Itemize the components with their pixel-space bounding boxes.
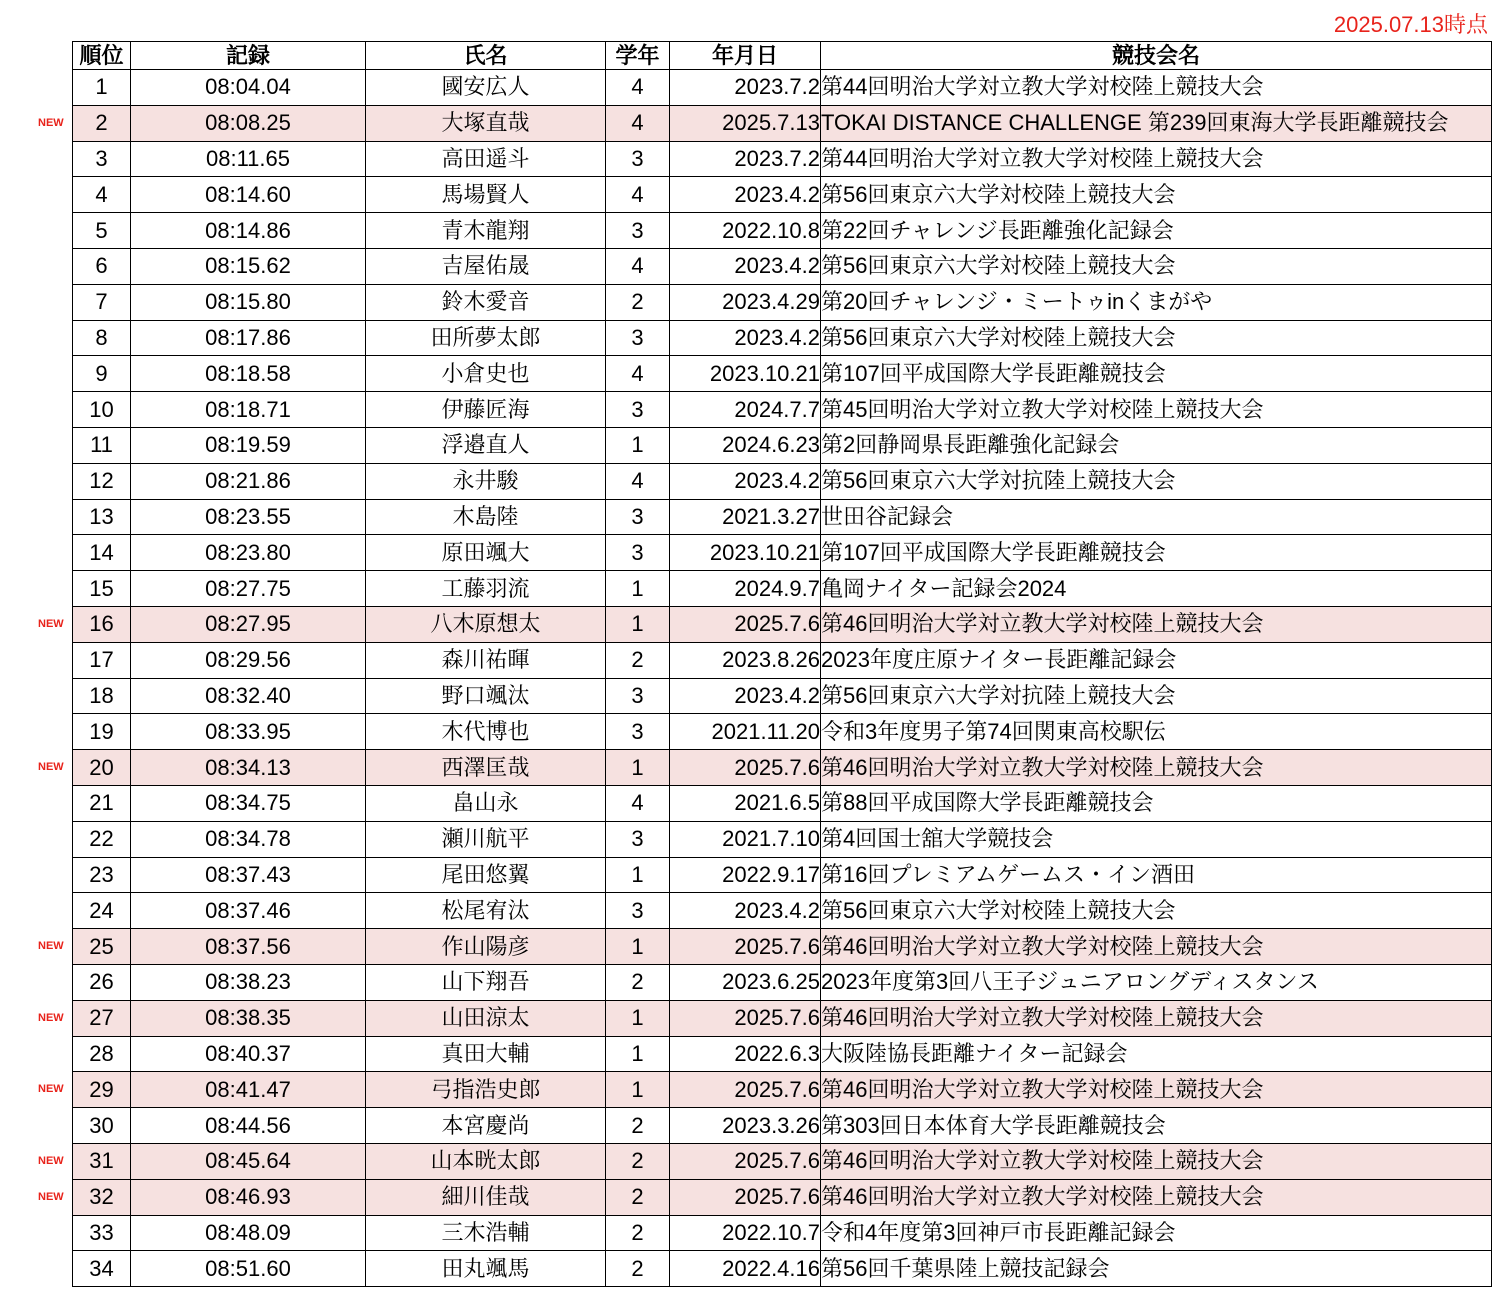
cell-rank: 27	[73, 1000, 131, 1036]
cell-date: 2023.3.26	[670, 1108, 821, 1144]
cell-name: 木島陸	[366, 499, 606, 535]
cell-name: 工藤羽流	[366, 571, 606, 607]
cell-grade: 3	[606, 499, 670, 535]
cell-date: 2024.7.7	[670, 392, 821, 428]
cell-rank: 22	[73, 821, 131, 857]
as-of-date: 2025.07.13時点	[1333, 12, 1488, 37]
cell-meet: 第56回東京六大学対校陸上競技大会	[821, 248, 1492, 284]
header-date: 年月日	[670, 42, 821, 70]
table-row	[73, 320, 1492, 356]
cell-meet: 第2回静岡県長距離強化記録会	[821, 427, 1492, 463]
cell-meet: 第44回明治大学対立教大学対校陸上競技大会	[821, 70, 1492, 106]
cell-grade: 2	[606, 1108, 670, 1144]
table-row	[73, 1036, 1492, 1072]
cell-grade: 4	[606, 177, 670, 213]
cell-meet: 令和3年度男子第74回関東高校駅伝	[821, 714, 1492, 750]
cell-grade: 2	[606, 1251, 670, 1287]
cell-rank: 18	[73, 678, 131, 714]
cell-name: 木代博也	[366, 714, 606, 750]
cell-name: 作山陽彦	[366, 929, 606, 965]
cell-name: 山本晄太郎	[366, 1143, 606, 1179]
cell-grade: 2	[606, 1215, 670, 1251]
cell-rank: 19	[73, 714, 131, 750]
cell-name: 永井駿	[366, 463, 606, 499]
new-badge: NEW	[38, 117, 64, 129]
cell-time: 08:27.95	[131, 606, 366, 642]
cell-rank: 17	[73, 642, 131, 678]
table-row	[73, 929, 1492, 965]
cell-rank: 12	[73, 463, 131, 499]
cell-time: 08:44.56	[131, 1108, 366, 1144]
table-row	[73, 571, 1492, 607]
new-badge: NEW	[38, 940, 64, 952]
cell-meet: 2023年度庄原ナイター長距離記録会	[821, 642, 1492, 678]
cell-meet: 第56回東京六大学対校陸上競技大会	[821, 893, 1492, 929]
cell-date: 2022.9.17	[670, 857, 821, 893]
cell-time: 08:15.80	[131, 284, 366, 320]
cell-date: 2023.4.2	[670, 320, 821, 356]
table-row	[73, 893, 1492, 929]
cell-name: 真田大輔	[366, 1036, 606, 1072]
cell-name: 森川祐暉	[366, 642, 606, 678]
cell-rank: 14	[73, 535, 131, 571]
cell-grade: 3	[606, 535, 670, 571]
cell-meet: 第20回チャレンジ・ミートゥinくまがや	[821, 284, 1492, 320]
cell-time: 08:27.75	[131, 571, 366, 607]
cell-name: 田丸颯馬	[366, 1251, 606, 1287]
cell-meet: TOKAI DISTANCE CHALLENGE 第239回東海大学長距離競技会	[821, 105, 1492, 141]
cell-rank: 34	[73, 1251, 131, 1287]
new-badge: NEW	[38, 1191, 64, 1203]
new-badge: NEW	[38, 761, 64, 773]
cell-date: 2025.7.6	[670, 929, 821, 965]
cell-grade: 1	[606, 857, 670, 893]
table-row	[73, 1108, 1492, 1144]
cell-grade: 3	[606, 213, 670, 249]
table-row	[73, 177, 1492, 213]
cell-grade: 4	[606, 785, 670, 821]
table-row	[73, 857, 1492, 893]
cell-meet: 第46回明治大学対立教大学対校陸上競技大会	[821, 750, 1492, 786]
cell-grade: 4	[606, 105, 670, 141]
cell-time: 08:38.23	[131, 964, 366, 1000]
cell-grade: 1	[606, 1072, 670, 1108]
cell-rank: 16	[73, 606, 131, 642]
cell-name: 山田涼太	[366, 1000, 606, 1036]
cell-date: 2023.4.2	[670, 177, 821, 213]
cell-name: 吉屋佑晟	[366, 248, 606, 284]
cell-time: 08:48.09	[131, 1215, 366, 1251]
cell-time: 08:29.56	[131, 642, 366, 678]
cell-date: 2021.11.20	[670, 714, 821, 750]
cell-time: 08:41.47	[131, 1072, 366, 1108]
cell-grade: 4	[606, 70, 670, 106]
table-row	[73, 1143, 1492, 1179]
table-row	[73, 535, 1492, 571]
cell-date: 2025.7.6	[670, 606, 821, 642]
cell-meet: 第46回明治大学対立教大学対校陸上競技大会	[821, 1179, 1492, 1215]
cell-rank: 21	[73, 785, 131, 821]
cell-date: 2023.4.2	[670, 248, 821, 284]
table-row	[73, 1251, 1492, 1287]
table-row	[73, 606, 1492, 642]
table-row	[73, 70, 1492, 106]
cell-name: 細川佳哉	[366, 1179, 606, 1215]
cell-date: 2025.7.6	[670, 1143, 821, 1179]
cell-name: 伊藤匠海	[366, 392, 606, 428]
header-row	[73, 42, 1492, 70]
cell-date: 2022.10.8	[670, 213, 821, 249]
cell-date: 2023.7.2	[670, 141, 821, 177]
cell-meet: 第107回平成国際大学長距離競技会	[821, 356, 1492, 392]
header-rank: 順位	[73, 42, 131, 70]
cell-name: 三木浩輔	[366, 1215, 606, 1251]
table-row	[73, 284, 1492, 320]
cell-name: 田所夢太郎	[366, 320, 606, 356]
cell-name: 小倉史也	[366, 356, 606, 392]
cell-rank: 1	[73, 70, 131, 106]
cell-time: 08:37.43	[131, 857, 366, 893]
table-row	[73, 141, 1492, 177]
cell-date: 2023.4.29	[670, 284, 821, 320]
cell-name: 大塚直哉	[366, 105, 606, 141]
cell-name: 山下翔吾	[366, 964, 606, 1000]
cell-rank: 6	[73, 248, 131, 284]
table-row	[73, 1072, 1492, 1108]
cell-meet: 大阪陸協長距離ナイター記録会	[821, 1036, 1492, 1072]
cell-date: 2023.4.2	[670, 678, 821, 714]
cell-time: 08:14.86	[131, 213, 366, 249]
cell-rank: 20	[73, 750, 131, 786]
cell-meet: 第56回東京六大学対抗陸上競技大会	[821, 463, 1492, 499]
cell-name: 瀬川航平	[366, 821, 606, 857]
cell-name: 浮邉直人	[366, 427, 606, 463]
table-row	[73, 750, 1492, 786]
cell-time: 08:04.04	[131, 70, 366, 106]
cell-name: 野口颯汰	[366, 678, 606, 714]
cell-name: 八木原想太	[366, 606, 606, 642]
cell-time: 08:18.58	[131, 356, 366, 392]
cell-time: 08:37.46	[131, 893, 366, 929]
cell-grade: 3	[606, 320, 670, 356]
cell-grade: 2	[606, 1179, 670, 1215]
cell-time: 08:19.59	[131, 427, 366, 463]
cell-time: 08:32.40	[131, 678, 366, 714]
cell-date: 2024.9.7	[670, 571, 821, 607]
header-time: 記録	[131, 42, 366, 70]
table-row	[73, 105, 1492, 141]
cell-meet: 第4回国士舘大学競技会	[821, 821, 1492, 857]
cell-name: 國安広人	[366, 70, 606, 106]
cell-grade: 3	[606, 141, 670, 177]
new-badge: NEW	[38, 1155, 64, 1167]
table-row	[73, 642, 1492, 678]
cell-time: 08:37.56	[131, 929, 366, 965]
cell-time: 08:51.60	[131, 1251, 366, 1287]
cell-date: 2023.10.21	[670, 356, 821, 392]
cell-name: 高田遥斗	[366, 141, 606, 177]
cell-rank: 8	[73, 320, 131, 356]
cell-rank: 15	[73, 571, 131, 607]
cell-grade: 4	[606, 248, 670, 284]
cell-time: 08:34.75	[131, 785, 366, 821]
cell-rank: 7	[73, 284, 131, 320]
cell-meet: 第46回明治大学対立教大学対校陸上競技大会	[821, 1072, 1492, 1108]
cell-meet: 第107回平成国際大学長距離競技会	[821, 535, 1492, 571]
cell-rank: 33	[73, 1215, 131, 1251]
table-row	[73, 1000, 1492, 1036]
cell-rank: 11	[73, 427, 131, 463]
ranking-table	[72, 41, 1492, 1287]
cell-rank: 9	[73, 356, 131, 392]
cell-date: 2025.7.13	[670, 105, 821, 141]
cell-meet: 第44回明治大学対立教大学対校陸上競技大会	[821, 141, 1492, 177]
cell-time: 08:08.25	[131, 105, 366, 141]
cell-grade: 1	[606, 929, 670, 965]
table-row	[73, 427, 1492, 463]
cell-rank: 25	[73, 929, 131, 965]
cell-rank: 24	[73, 893, 131, 929]
cell-name: 尾田悠翼	[366, 857, 606, 893]
cell-date: 2023.4.2	[670, 463, 821, 499]
cell-date: 2021.3.27	[670, 499, 821, 535]
cell-grade: 1	[606, 1036, 670, 1072]
table-row	[73, 392, 1492, 428]
cell-grade: 2	[606, 284, 670, 320]
cell-meet: 第45回明治大学対立教大学対校陸上競技大会	[821, 392, 1492, 428]
cell-grade: 3	[606, 893, 670, 929]
cell-meet: 第46回明治大学対立教大学対校陸上競技大会	[821, 1143, 1492, 1179]
cell-grade: 2	[606, 642, 670, 678]
cell-rank: 26	[73, 964, 131, 1000]
cell-time: 08:45.64	[131, 1143, 366, 1179]
cell-time: 08:34.13	[131, 750, 366, 786]
cell-grade: 3	[606, 392, 670, 428]
cell-date: 2024.6.23	[670, 427, 821, 463]
cell-time: 08:15.62	[131, 248, 366, 284]
cell-time: 08:34.78	[131, 821, 366, 857]
cell-meet: 第303回日本体育大学長距離競技会	[821, 1108, 1492, 1144]
new-badge: NEW	[38, 618, 64, 630]
cell-meet: 第56回東京六大学対抗陸上競技大会	[821, 678, 1492, 714]
cell-rank: 30	[73, 1108, 131, 1144]
header-name: 氏名	[366, 42, 606, 70]
cell-date: 2023.10.21	[670, 535, 821, 571]
table-row	[73, 964, 1492, 1000]
cell-rank: 5	[73, 213, 131, 249]
cell-meet: 第46回明治大学対立教大学対校陸上競技大会	[821, 1000, 1492, 1036]
cell-meet: 第46回明治大学対立教大学対校陸上競技大会	[821, 929, 1492, 965]
cell-meet: 第56回千葉県陸上競技記録会	[821, 1251, 1492, 1287]
cell-meet: 第56回東京六大学対校陸上競技大会	[821, 320, 1492, 356]
cell-name: 青木龍翔	[366, 213, 606, 249]
cell-rank: 28	[73, 1036, 131, 1072]
table-row	[73, 356, 1492, 392]
cell-time: 08:23.55	[131, 499, 366, 535]
cell-time: 08:33.95	[131, 714, 366, 750]
cell-grade: 1	[606, 427, 670, 463]
cell-time: 08:40.37	[131, 1036, 366, 1072]
new-badge: NEW	[38, 1083, 64, 1095]
header-meet: 競技会名	[821, 42, 1492, 70]
cell-meet: 2023年度第3回八王子ジュニアロングディスタンス	[821, 964, 1492, 1000]
cell-meet: 第88回平成国際大学長距離競技会	[821, 785, 1492, 821]
cell-rank: 4	[73, 177, 131, 213]
new-badge: NEW	[38, 1012, 64, 1024]
cell-name: 畠山永	[366, 785, 606, 821]
cell-name: 馬場賢人	[366, 177, 606, 213]
cell-meet: 令和4年度第3回神戸市長距離記録会	[821, 1215, 1492, 1251]
table-row	[73, 213, 1492, 249]
cell-meet: 亀岡ナイター記録会2024	[821, 571, 1492, 607]
cell-date: 2025.7.6	[670, 1000, 821, 1036]
cell-date: 2023.4.2	[670, 893, 821, 929]
cell-grade: 1	[606, 571, 670, 607]
cell-time: 08:21.86	[131, 463, 366, 499]
cell-grade: 1	[606, 750, 670, 786]
cell-time: 08:23.80	[131, 535, 366, 571]
cell-date: 2023.6.25	[670, 964, 821, 1000]
table-row	[73, 248, 1492, 284]
cell-rank: 10	[73, 392, 131, 428]
table-row	[73, 821, 1492, 857]
cell-date: 2025.7.6	[670, 750, 821, 786]
cell-name: 西澤匡哉	[366, 750, 606, 786]
cell-time: 08:17.86	[131, 320, 366, 356]
cell-rank: 29	[73, 1072, 131, 1108]
cell-rank: 31	[73, 1143, 131, 1179]
cell-date: 2022.10.7	[670, 1215, 821, 1251]
table-row	[73, 714, 1492, 750]
cell-grade: 4	[606, 356, 670, 392]
cell-name: 本宮慶尚	[366, 1108, 606, 1144]
cell-grade: 3	[606, 678, 670, 714]
table-row	[73, 785, 1492, 821]
cell-date: 2025.7.6	[670, 1072, 821, 1108]
cell-rank: 23	[73, 857, 131, 893]
table-row	[73, 463, 1492, 499]
cell-time: 08:11.65	[131, 141, 366, 177]
cell-meet: 第46回明治大学対立教大学対校陸上競技大会	[821, 606, 1492, 642]
cell-meet: 第16回プレミアムゲームス・イン酒田	[821, 857, 1492, 893]
cell-name: 松尾宥汰	[366, 893, 606, 929]
cell-meet: 第22回チャレンジ長距離強化記録会	[821, 213, 1492, 249]
cell-meet: 第56回東京六大学対校陸上競技大会	[821, 177, 1492, 213]
cell-time: 08:46.93	[131, 1179, 366, 1215]
cell-time: 08:14.60	[131, 177, 366, 213]
table-row	[73, 678, 1492, 714]
cell-date: 2023.7.2	[670, 70, 821, 106]
cell-date: 2022.4.16	[670, 1251, 821, 1287]
cell-grade: 1	[606, 1000, 670, 1036]
header-grade: 学年	[606, 42, 670, 70]
cell-date: 2021.6.5	[670, 785, 821, 821]
cell-date: 2023.8.26	[670, 642, 821, 678]
cell-name: 原田颯大	[366, 535, 606, 571]
cell-rank: 2	[73, 105, 131, 141]
cell-grade: 2	[606, 964, 670, 1000]
cell-rank: 3	[73, 141, 131, 177]
cell-date: 2021.7.10	[670, 821, 821, 857]
cell-grade: 4	[606, 463, 670, 499]
cell-time: 08:18.71	[131, 392, 366, 428]
cell-rank: 13	[73, 499, 131, 535]
cell-rank: 32	[73, 1179, 131, 1215]
cell-meet: 世田谷記録会	[821, 499, 1492, 535]
cell-name: 鈴木愛音	[366, 284, 606, 320]
cell-grade: 3	[606, 714, 670, 750]
cell-name: 弓指浩史郎	[366, 1072, 606, 1108]
table-row	[73, 1179, 1492, 1215]
cell-date: 2022.6.3	[670, 1036, 821, 1072]
cell-date: 2025.7.6	[670, 1179, 821, 1215]
table-row	[73, 1215, 1492, 1251]
cell-grade: 3	[606, 821, 670, 857]
cell-grade: 1	[606, 606, 670, 642]
cell-time: 08:38.35	[131, 1000, 366, 1036]
table-row	[73, 499, 1492, 535]
cell-grade: 2	[606, 1143, 670, 1179]
